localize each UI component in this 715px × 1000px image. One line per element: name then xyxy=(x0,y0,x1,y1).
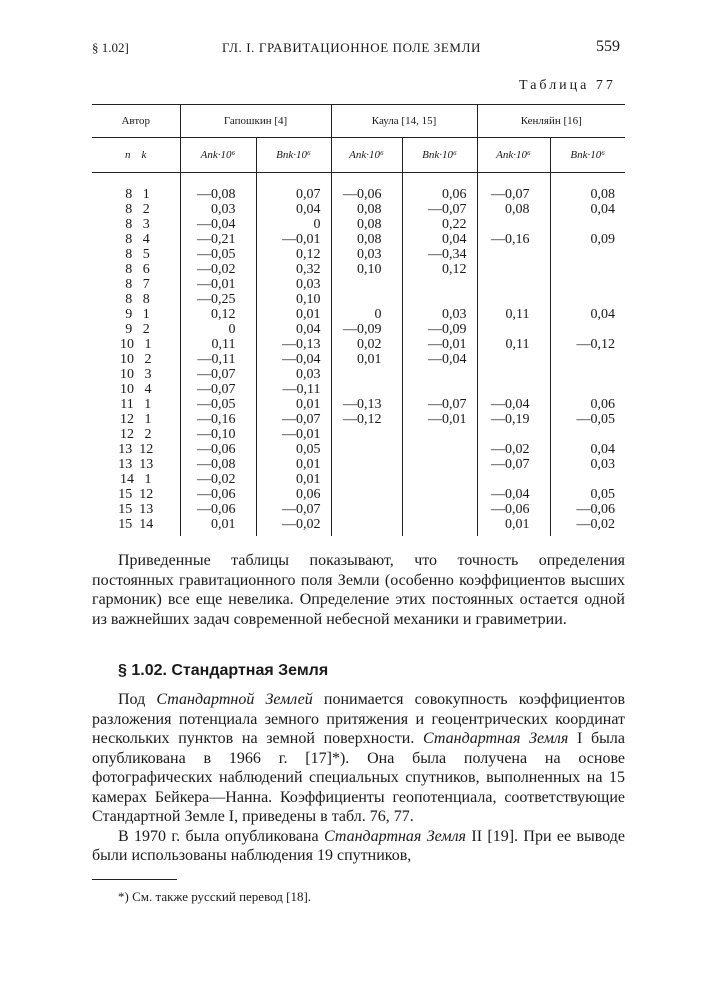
cell-a-value: —0,16 xyxy=(180,412,256,427)
cell-a-value: —0,06 xyxy=(180,442,256,457)
cell-b-value xyxy=(550,352,625,367)
row-index-n-k: 15 13 xyxy=(92,502,180,517)
table-row xyxy=(92,232,625,247)
cell-a-value: —0,25 xyxy=(180,292,256,307)
cell-b-value: 0 xyxy=(256,217,331,232)
cell-b-value: 0,06 xyxy=(256,487,331,502)
paragraph-accuracy xyxy=(92,551,625,629)
table-row xyxy=(92,217,625,232)
table-row xyxy=(92,277,625,292)
row-index-n-k: 8 4 xyxy=(92,232,180,247)
cell-b-value xyxy=(402,487,477,502)
cell-a-value: 0,08 xyxy=(477,202,550,217)
row-index-n-k: 8 5 xyxy=(92,247,180,262)
cell-b-value xyxy=(550,322,625,337)
cell-b-value xyxy=(402,472,477,487)
cell-a-value: —0,02 xyxy=(180,472,256,487)
cell-b-value: 0,12 xyxy=(256,247,331,262)
row-index-n-k: 15 12 xyxy=(92,487,180,502)
cell-a-value: —0,19 xyxy=(477,412,550,427)
cell-a-value: —0,13 xyxy=(331,397,402,412)
row-index-n-k: 10 2 xyxy=(92,352,180,367)
header-section-ref: § 1.02] xyxy=(92,40,129,55)
cell-a-value: —0,01 xyxy=(180,277,256,292)
cell-a-value: —0,04 xyxy=(477,487,550,502)
cell-a-value: —0,10 xyxy=(180,427,256,442)
column-header-a: Ank·10⁶ xyxy=(331,138,402,173)
cell-b-value: —0,04 xyxy=(256,352,331,367)
cell-b-value: —0,01 xyxy=(256,427,331,442)
column-header-b: Bnk·10⁶ xyxy=(550,138,625,173)
column-header-n-k: n k xyxy=(92,138,180,173)
cell-a-value: —0,12 xyxy=(331,412,402,427)
cell-b-value: 0,04 xyxy=(402,232,477,247)
cell-b-value xyxy=(402,502,477,517)
section-heading: § 1.02. Стандартная Земля xyxy=(118,662,329,679)
cell-a-value: —0,05 xyxy=(180,247,256,262)
cell-b-value: 0,08 xyxy=(590,187,615,202)
column-header-a: Ank·10⁶ xyxy=(477,138,550,173)
cell-a-value: —0,02 xyxy=(180,262,256,277)
cell-a-value xyxy=(477,322,550,337)
cell-b-value: —0,02 xyxy=(576,517,615,532)
cell-a-value: —0,06 xyxy=(180,502,256,517)
row-index-n-k: 8 7 xyxy=(92,277,180,292)
cell-b-value: 0,05 xyxy=(256,442,331,457)
cell-b-value: 0,12 xyxy=(402,262,477,277)
table-row xyxy=(92,382,625,397)
cell-b-value: —0,07 xyxy=(256,502,331,517)
footnote-divider xyxy=(92,879,177,880)
cell-a-value: 0,11 xyxy=(477,337,550,352)
cell-b-value xyxy=(550,277,625,292)
cell-a-value: —0,21 xyxy=(180,232,256,247)
paragraph-text: I была опубликована в 1966 г. [17]*). Она была получена на основе фотографических наблюдений специальных спутников, выполненных на 15 камерах Бейкера—Нанна. Коэффициенты геопотенциала, соответствующие Стандартной Земле I, приведены в табл. 76, 77. xyxy=(92,730,625,825)
cell-b-value: —0,09 xyxy=(402,322,477,337)
row-index-n-k: 11 1 xyxy=(92,397,180,412)
cell-b-value xyxy=(550,217,625,232)
cell-b-value xyxy=(402,457,477,472)
table-row xyxy=(92,487,625,502)
row-index-n-k: 9 1 xyxy=(92,307,180,322)
cell-b-value: 0,01 xyxy=(256,472,331,487)
cell-a-value: —0,08 xyxy=(180,173,256,203)
table-row xyxy=(92,427,625,442)
cell-b-value: 0,04 xyxy=(590,202,615,217)
cell-b-value: —0,34 xyxy=(402,247,477,262)
cell-a-value: 0 xyxy=(180,322,256,337)
cell-b-value: 0,07 xyxy=(256,173,331,203)
cell-b-value: 0,03 xyxy=(256,277,331,292)
table-row xyxy=(92,322,625,337)
cell-b-value: 0,01 xyxy=(256,307,331,322)
paragraph-standard-earth xyxy=(92,690,625,866)
table-caption: Таблица 77 xyxy=(519,78,616,93)
cell-b-value xyxy=(550,382,625,397)
paragraph-text: В 1970 г. была опубликована xyxy=(118,827,324,845)
cell-a-value xyxy=(477,472,550,487)
table-row xyxy=(92,352,625,367)
cell-a-value: —0,06 xyxy=(180,487,256,502)
cell-a-value: —0,04 xyxy=(477,397,550,412)
row-index-n-k: 13 13 xyxy=(92,457,180,472)
cell-a-value xyxy=(477,277,550,292)
cell-b-value: 0,01 xyxy=(256,397,331,412)
table-row xyxy=(92,502,625,517)
cell-b-value: 0,22 xyxy=(402,217,477,232)
cell-b-value: —0,06 xyxy=(576,502,615,517)
cell-a-value: 0,11 xyxy=(180,337,256,352)
row-index-n-k: 14 1 xyxy=(92,472,180,487)
cell-a-value: 0,08 xyxy=(331,202,402,217)
cell-a-value: 0,03 xyxy=(331,247,402,262)
cell-b-value xyxy=(550,247,625,262)
italic-term: Стандартная Земля xyxy=(423,730,569,747)
cell-a-value: —0,06 xyxy=(477,502,550,517)
row-index-n-k: 8 1 xyxy=(92,173,180,203)
cell-a-value: 0,03 xyxy=(180,202,256,217)
cell-a-value: —0,07 xyxy=(477,457,550,472)
cell-b-value: 0,04 xyxy=(256,202,331,217)
cell-a-value xyxy=(331,427,402,442)
cell-a-value xyxy=(477,217,550,232)
cell-a-value: 0,10 xyxy=(331,262,402,277)
cell-b-value: 0,04 xyxy=(590,307,615,322)
cell-a-value: 0 xyxy=(331,307,402,322)
table-row xyxy=(92,442,625,457)
cell-b-value: —0,11 xyxy=(256,382,331,397)
cell-b-value: —0,02 xyxy=(256,517,331,536)
cell-b-value: —0,07 xyxy=(402,202,477,217)
cell-b-value: 0,01 xyxy=(256,457,331,472)
cell-a-value: —0,09 xyxy=(331,322,402,337)
cell-b-value xyxy=(402,517,477,536)
group-header-kenlyain: Кенляйн [16] xyxy=(477,105,625,138)
cell-b-value: —0,12 xyxy=(576,337,615,352)
cell-a-value: —0,08 xyxy=(180,457,256,472)
cell-a-value xyxy=(331,517,402,536)
cell-a-value: 0,01 xyxy=(331,352,402,367)
cell-a-value xyxy=(477,367,550,382)
cell-a-value: 0,08 xyxy=(331,217,402,232)
paragraph-text: Под xyxy=(118,691,157,708)
cell-a-value: —0,06 xyxy=(331,173,402,203)
header-chapter-title: ГЛ. I. ГРАВИТАЦИОННОЕ ПОЛЕ ЗЕМЛИ xyxy=(222,40,481,55)
group-header-gaposhkin: Гапошкин [4] xyxy=(180,105,331,138)
table-row xyxy=(92,262,625,277)
cell-b-value xyxy=(550,472,625,487)
cell-a-value: —0,07 xyxy=(180,382,256,397)
column-header-a: Ank·10⁶ xyxy=(180,138,256,173)
cell-b-value: 0,06 xyxy=(590,397,615,412)
italic-term: Стандартной Землей xyxy=(156,691,313,708)
cell-a-value xyxy=(477,427,550,442)
table-row xyxy=(92,412,625,427)
table-row xyxy=(92,517,625,536)
row-index-n-k: 8 8 xyxy=(92,292,180,307)
cell-b-value: —0,01 xyxy=(402,412,477,427)
cell-a-value xyxy=(477,382,550,397)
cell-b-value: 0,09 xyxy=(590,232,615,247)
cell-a-value: 0,08 xyxy=(331,232,402,247)
cell-b-value: 0,04 xyxy=(590,442,615,457)
cell-b-value: 0,32 xyxy=(256,262,331,277)
table-row xyxy=(92,397,625,412)
row-index-n-k: 8 6 xyxy=(92,262,180,277)
column-header-b: Bnk·10⁶ xyxy=(402,138,477,173)
cell-b-value xyxy=(550,427,625,442)
table-row xyxy=(92,457,625,472)
cell-b-value xyxy=(402,367,477,382)
row-index-n-k: 9 2 xyxy=(92,322,180,337)
cell-b-value xyxy=(402,382,477,397)
italic-term: Стандартная Земля xyxy=(323,827,466,845)
cell-b-value xyxy=(402,442,477,457)
column-header-author: Автор xyxy=(92,105,180,138)
cell-b-value xyxy=(402,277,477,292)
paragraph-text: Приведенные таблицы показывают, что точность определения постоянных гравитационного поля Земли (особенно коэффициентов высших гармоник) все еще невелика. Определение этих постоянных остается одной из важнейших задач современной небесной механики и гравиметрии. xyxy=(92,552,625,628)
row-index-n-k: 10 4 xyxy=(92,382,180,397)
cell-b-value: 0,03 xyxy=(256,367,331,382)
table-row xyxy=(92,307,625,322)
cell-b-value: —0,01 xyxy=(256,232,331,247)
table-row xyxy=(92,247,625,262)
page-number: 559 xyxy=(596,38,620,55)
row-index-n-k: 13 12 xyxy=(92,442,180,457)
cell-b-value xyxy=(402,292,477,307)
table-body xyxy=(92,173,625,537)
paragraph-text: II [19]. При ее выводе были использованы наблюдения 19 спутников, xyxy=(92,827,626,864)
cell-a-value: 0,02 xyxy=(331,337,402,352)
cell-a-value: —0,04 xyxy=(180,217,256,232)
cell-b-value xyxy=(550,262,625,277)
table-row xyxy=(92,202,625,217)
cell-a-value xyxy=(331,472,402,487)
cell-a-value xyxy=(331,277,402,292)
cell-a-value: —0,07 xyxy=(477,173,550,203)
cell-b-value: —0,13 xyxy=(256,337,331,352)
cell-a-value xyxy=(331,502,402,517)
cell-b-value: 0,06 xyxy=(402,173,477,203)
footnote: *) См. также русский перевод [18]. xyxy=(118,889,312,904)
cell-a-value xyxy=(331,382,402,397)
cell-b-value: —0,07 xyxy=(256,412,331,427)
cell-a-value xyxy=(331,292,402,307)
cell-a-value xyxy=(331,457,402,472)
cell-b-value: 0,04 xyxy=(256,322,331,337)
cell-b-value xyxy=(550,367,625,382)
cell-b-value: 0,03 xyxy=(402,307,477,322)
cell-a-value xyxy=(331,442,402,457)
cell-b-value: 0,10 xyxy=(256,292,331,307)
cell-b-value xyxy=(402,427,477,442)
table-row xyxy=(92,292,625,307)
row-index-n-k: 8 2 xyxy=(92,202,180,217)
cell-b-value: —0,04 xyxy=(402,352,477,367)
cell-b-value: 0,05 xyxy=(590,487,615,502)
coefficients-table xyxy=(92,104,625,536)
row-index-n-k: 15 14 xyxy=(92,517,180,536)
table-row xyxy=(92,337,625,352)
cell-a-value: 0,12 xyxy=(180,307,256,322)
row-index-n-k: 10 1 xyxy=(92,337,180,352)
group-header-kaula: Каула [14, 15] xyxy=(331,105,477,138)
cell-a-value: —0,07 xyxy=(180,367,256,382)
row-index-n-k: 8 3 xyxy=(92,217,180,232)
cell-a-value: —0,11 xyxy=(180,352,256,367)
cell-a-value xyxy=(477,352,550,367)
table-row xyxy=(92,173,625,203)
cell-b-value: —0,07 xyxy=(402,397,477,412)
cell-b-value xyxy=(550,292,625,307)
cell-b-value: 0,03 xyxy=(590,457,615,472)
cell-a-value xyxy=(331,487,402,502)
cell-a-value xyxy=(477,247,550,262)
cell-b-value: —0,05 xyxy=(576,412,615,427)
row-index-n-k: 12 2 xyxy=(92,427,180,442)
cell-a-value: 0,11 xyxy=(477,307,550,322)
cell-a-value: 0,01 xyxy=(477,517,550,536)
cell-a-value: —0,02 xyxy=(477,442,550,457)
cell-a-value xyxy=(331,367,402,382)
row-index-n-k: 10 3 xyxy=(92,367,180,382)
table-row xyxy=(92,367,625,382)
cell-a-value: —0,16 xyxy=(477,232,550,247)
table-row xyxy=(92,472,625,487)
cell-a-value: —0,05 xyxy=(180,397,256,412)
cell-a-value xyxy=(477,292,550,307)
cell-a-value: 0,01 xyxy=(180,517,256,536)
row-index-n-k: 12 1 xyxy=(92,412,180,427)
column-header-b: Bnk·10⁶ xyxy=(256,138,331,173)
paragraph-text: понимается совокупность коэффициентов разложения потенциала земного притяжения и геоцентрических координат нескольких пунктов на земной поверхности. xyxy=(92,691,625,747)
cell-b-value: —0,01 xyxy=(402,337,477,352)
cell-a-value xyxy=(477,262,550,277)
